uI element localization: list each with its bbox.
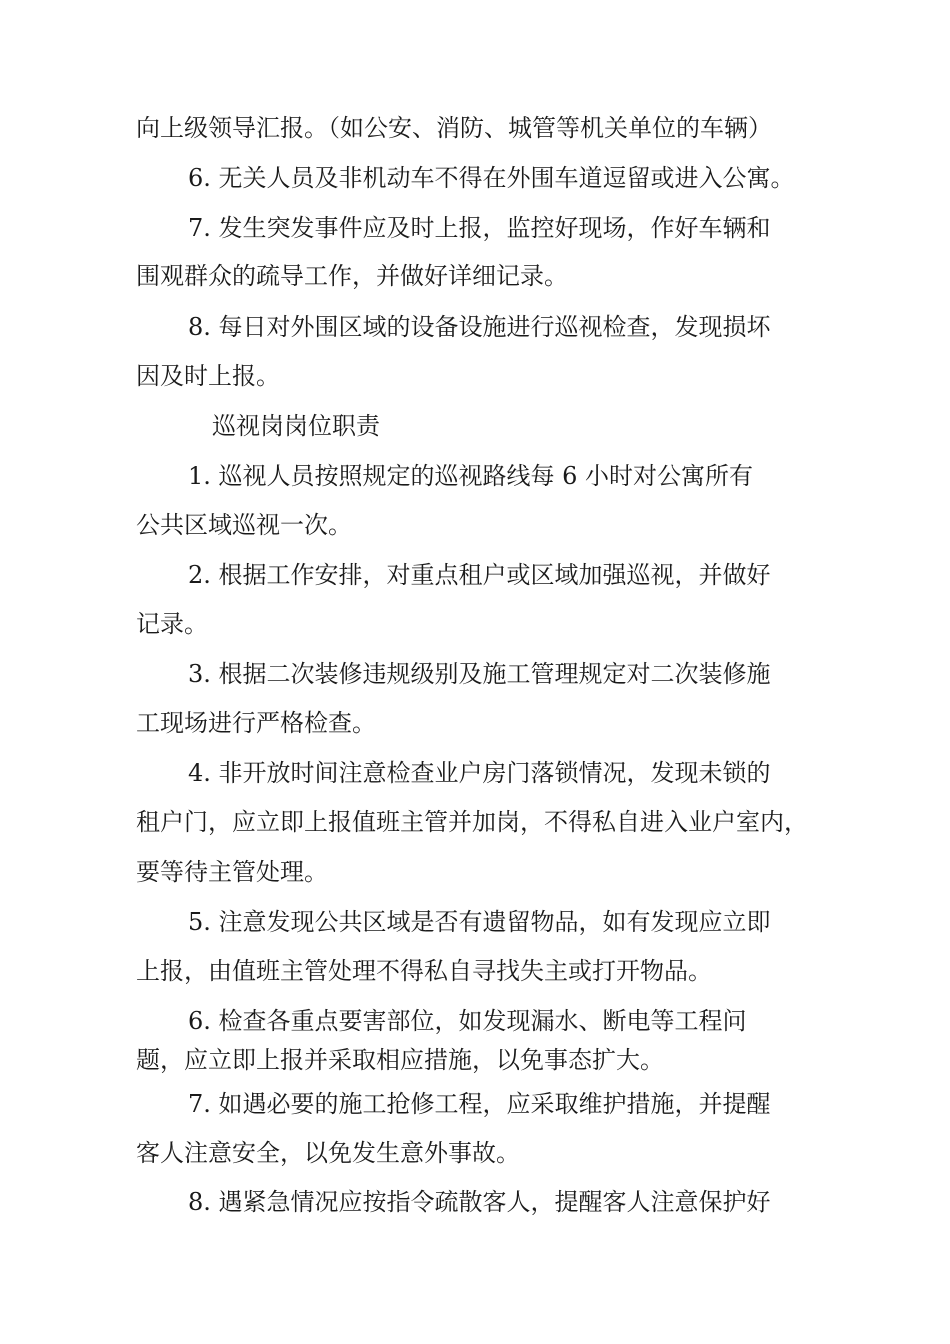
text-line: 7. 发生突发事件应及时上报，监控好现场，作好车辆和 — [188, 214, 771, 242]
text-line: 工现场进行严格检查。 — [136, 709, 376, 737]
text-line: 记录。 — [136, 610, 208, 638]
text-line: 因及时上报。 — [136, 362, 280, 390]
text-line: 要等待主管处理。 — [136, 858, 328, 886]
text-line: 1. 巡视人员按照规定的巡视路线每 6 小时对公寓所有 — [188, 462, 754, 490]
text-line: 6. 检查各重点要害部位，如发现漏水、断电等工程问 — [188, 1007, 747, 1035]
text-line: 8. 遇紧急情况应按指令疏散客人，提醒客人注意保护好 — [188, 1188, 771, 1216]
text-line: 7. 如遇必要的施工抢修工程，应采取维护措施，并提醒 — [188, 1090, 771, 1118]
text-line: 题，应立即上报并采取相应措施，以免事态扩大。 — [136, 1046, 664, 1074]
text-line: 6. 无关人员及非机动车不得在外围车道逗留或进入公寓。 — [188, 164, 795, 192]
text-line: 2. 根据工作安排，对重点租户或区域加强巡视，并做好 — [188, 561, 771, 589]
text-line: 3. 根据二次装修违规级别及施工管理规定对二次装修施 — [188, 660, 771, 688]
text-line: 上报，由值班主管处理不得私自寻找失主或打开物品。 — [136, 957, 712, 985]
text-line: 8. 每日对外围区域的设备设施进行巡视检查，发现损坏 — [188, 313, 771, 341]
text-line: 向上级领导汇报。（如公安、消防、城管等机关单位的车辆） — [136, 114, 772, 142]
text-line: 围观群众的疏导工作，并做好详细记录。 — [136, 262, 568, 290]
text-line: 公共区域巡视一次。 — [136, 511, 352, 539]
section-heading: 巡视岗岗位职责 — [212, 412, 380, 440]
text-line: 4. 非开放时间注意检查业户房门落锁情况，发现未锁的 — [188, 759, 771, 787]
text-line: 租户门，应立即上报值班主管并加岗，不得私自进入业户室内， — [136, 808, 808, 836]
text-line: 客人注意安全，以免发生意外事故。 — [136, 1139, 520, 1167]
text-line: 5. 注意发现公共区域是否有遗留物品，如有发现应立即 — [188, 908, 771, 936]
